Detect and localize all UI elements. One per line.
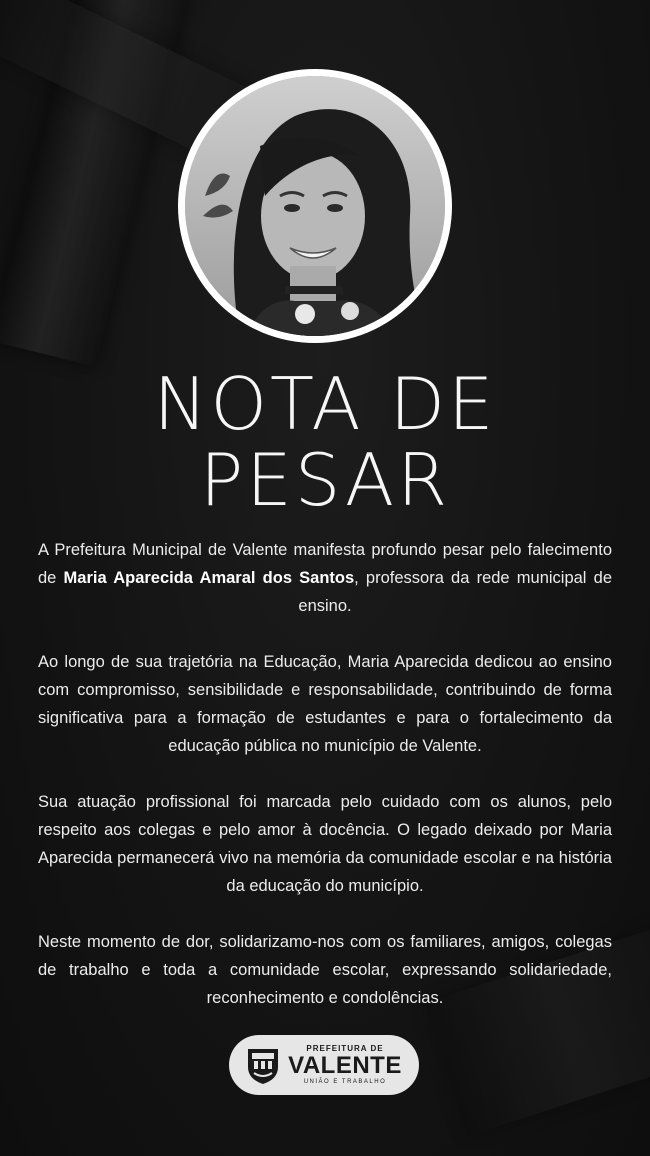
logo-name: VALENTE xyxy=(288,1052,402,1079)
paragraph-1-role: , professora da rede municipal de ensino. xyxy=(298,569,612,615)
paragraph-trajectory: Ao longo de sua trajetória na Educação, Maria Aparecida dedicou ao ensino com compromisso, sensibilidade e responsabilidade, contribuindo de forma significativa para a formação de estudantes e para o fortalecimento da educação pública no município de Valente. xyxy=(38,653,612,755)
paragraph-announcement xyxy=(38,536,612,620)
portrait-photo xyxy=(185,76,445,336)
prefeitura-logo xyxy=(229,1035,419,1095)
portrait-image xyxy=(185,76,445,336)
portrait-frame xyxy=(178,69,452,343)
logo-top-text: PREFEITURA DE xyxy=(306,1044,384,1053)
title-line-2: PESAR xyxy=(199,438,451,522)
title-line-1: NOTA DE xyxy=(153,362,497,446)
paragraph-1-intro: A Prefeitura Municipal de Valente manifesta profundo pesar pelo falecimento de xyxy=(38,541,612,587)
condolence-message xyxy=(38,536,612,1040)
paragraph-legacy: Sua atuação profissional foi marcada pelo cuidado com os alunos, pelo respeito aos colegas e pelo amor à docência. O legado deixado por Maria Aparecida permanecerá vivo na memória da comunidade escolar e na história da educação do município. xyxy=(38,793,612,895)
deceased-name: Maria Aparecida Amaral dos Santos xyxy=(63,569,355,587)
paragraph-solidarity: Neste momento de dor, solidarizamo-nos com os familiares, amigos, colegas de trabalho e toda a comunidade escolar, expressando solidariedade, reconhecimento e condolências. xyxy=(38,933,612,1007)
logo-wordmark xyxy=(288,1045,402,1085)
crest-icon xyxy=(246,1045,280,1085)
page-title xyxy=(0,362,650,522)
logo-tagline: UNIÃO E TRABALHO xyxy=(303,1079,387,1085)
